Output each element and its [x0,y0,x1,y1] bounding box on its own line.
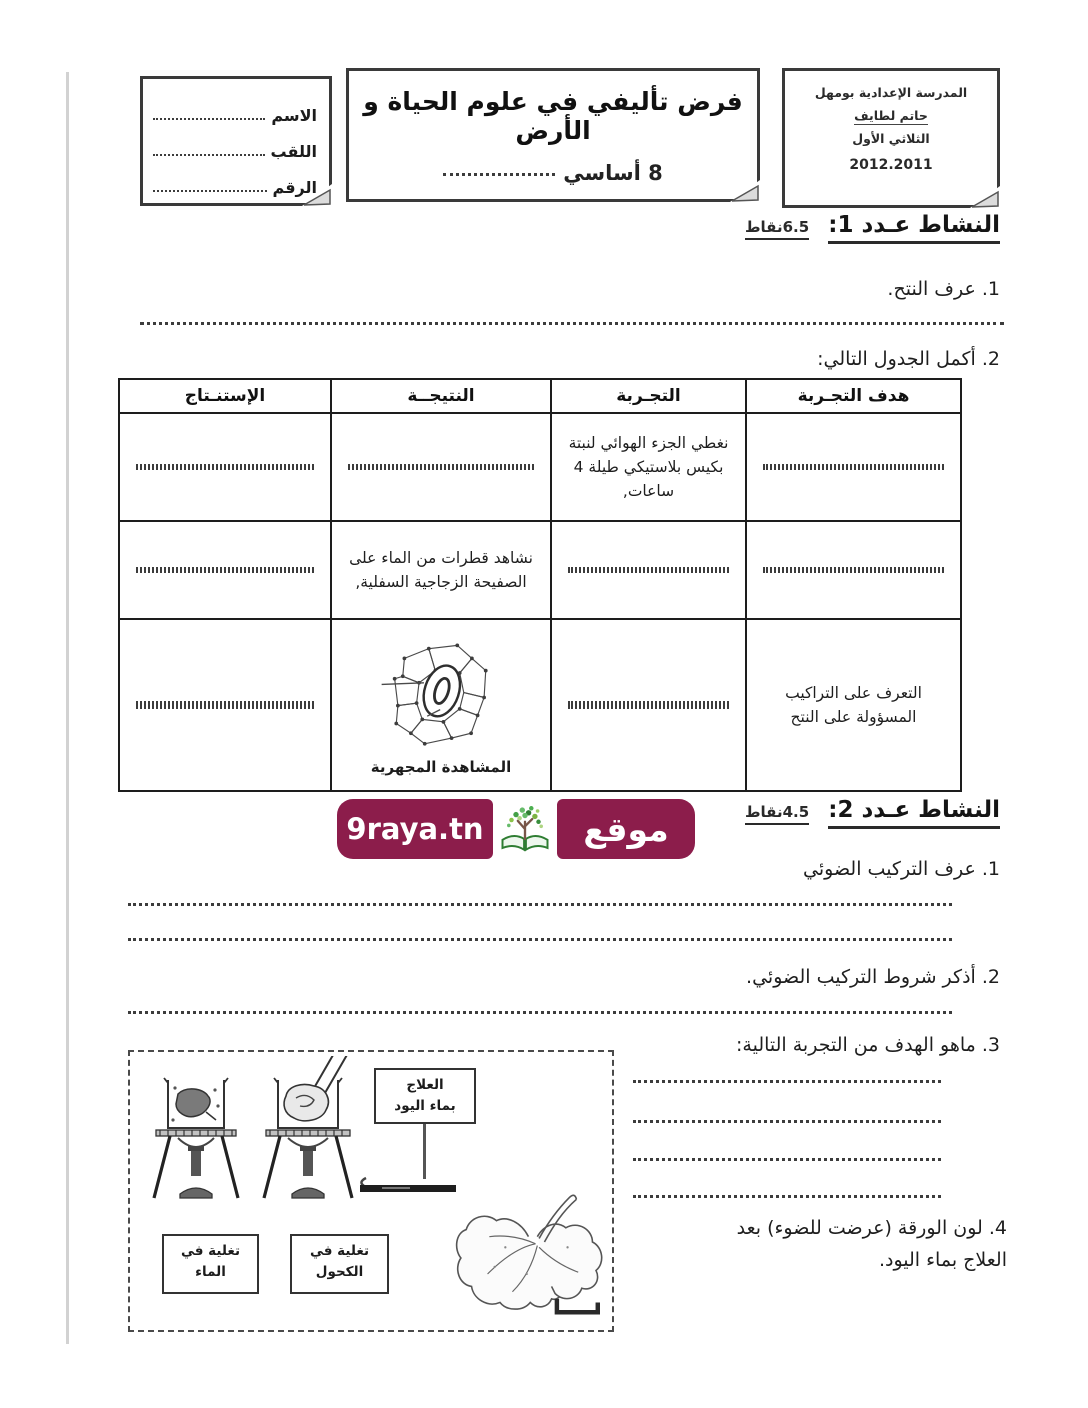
name-row [153,89,317,125]
cell-row1-result [331,413,551,521]
iodine-dish-icon [352,1174,462,1194]
answer-line [633,1195,941,1198]
cell-row2-goal [746,521,961,619]
number-row [153,161,317,197]
activity1-title: النشاط عـدد 1: [828,212,1000,244]
column-header-result: النتيجــة [331,379,551,413]
activity2-question2: 2. أذكر شروط التركيب الضوئي. [746,966,1000,988]
name-label: الاسم [271,106,317,125]
school-info-box [782,68,1000,208]
cell-row2-experiment [551,521,746,619]
blank-dotted-line [153,118,265,120]
leaf-drawing-icon [452,1178,612,1330]
activity2-title: النشاط عـدد 2: [828,797,1000,829]
experiments-table [118,378,962,792]
iodine-treatment-label-box [374,1068,476,1124]
table-row [119,413,961,521]
surname-row [153,125,317,161]
cell-row3-goal [746,619,961,791]
stoma-microscope-drawing-icon [380,634,502,756]
answer-line [128,938,952,941]
cell-row1-goal [746,413,961,521]
question4-line2: العلاج بماء اليود. [878,1249,1007,1272]
column-header-goal: هدف التجـربة [746,379,961,413]
alcohol-label-line2: الكحول [315,1263,364,1280]
alcohol-label-line1: تغلية في [309,1243,370,1259]
school-name: المدرسة الإعدادية بومهل [814,85,968,100]
level-text: 8 أساسي [563,161,663,185]
activity2-question4 [707,1212,1007,1277]
page-fold-icon [302,184,332,206]
stoma-caption: المشاهدة المجهرية [370,758,512,776]
exam-title-box [346,68,760,202]
table-row [119,619,961,791]
answer-line [140,322,1004,325]
row2-result-text: نشاهد قطرات من الماء على الصفيحة الزجاجية السفلية, [349,548,533,591]
exam-level [349,161,757,185]
column-header-experiment: التجـربة [551,379,746,413]
label-stand-line [423,1124,426,1179]
row3-goal-text: التعرف على التراكيب المسؤولة على النتح [785,683,922,726]
activity1-question2: 2. أكمل الجدول التالي: [817,348,1000,370]
answer-line [128,903,952,906]
teacher-name [785,104,997,127]
iodine-label-line1: العلاج [406,1077,444,1093]
term-label: الثلاثي الأول [852,131,930,147]
logo-site-name: 9raya.tn [337,799,493,859]
activity2-question1: 1. عرف التركيب الضوئي [803,858,1000,880]
iodine-label-line2: بماء اليود [394,1097,456,1114]
cell-row1-experiment [551,413,746,521]
cell-row3-conclusion [119,619,331,791]
site-watermark-logo [337,799,695,859]
boiling-in-alcohol-label-box [290,1234,389,1294]
activity1-points: 6.5نقاط [745,218,809,240]
answer-line [633,1080,941,1083]
water-label-line2: الماء [195,1263,226,1280]
row1-experiment-text: نغطي الجزء الهوائي لنبتة بكيس بلاستيكي طيلة 4 ساعات, [568,433,729,500]
cell-row1-conclusion [119,413,331,521]
activity2-heading [745,797,1000,823]
scan-artifact-line [66,72,69,1344]
teacher-name-text: حاتم لطايف [854,108,928,124]
table-header-row [119,379,961,413]
page-fold-icon [730,180,760,202]
activity2-question3: 3. ماهو الهدف من التجربة التالية: [736,1034,1000,1056]
cell-row3-experiment [551,619,746,791]
cell-row3-result [331,619,551,791]
school-year: 2012.2011 [849,157,933,174]
water-label-line1: تغلية في [180,1243,241,1259]
student-info-box [140,76,332,206]
boiling-in-alcohol-setup-icon [252,1056,358,1202]
boiling-in-water-label-box [162,1234,259,1294]
experiment-figure-box [128,1050,614,1332]
cell-row2-conclusion [119,521,331,619]
answer-line [128,1011,952,1014]
table-row [119,521,961,619]
logo-tree-book-icon [493,799,557,859]
answer-line [633,1158,941,1161]
cell-row2-result [331,521,551,619]
activity1-heading [745,212,1000,238]
number-label: الرقم [272,178,317,197]
surname-label: اللقب [270,142,317,161]
activity2-points: 4.5نقاط [745,803,809,825]
question4-line1: 4. لون الورقة (عرضت للضوء) بعد [736,1217,1007,1239]
exam-title: فرض تأليفي في علوم الحياة و الأرض [363,87,743,145]
blank-dotted-line [153,190,267,192]
logo-word: موقع [557,799,695,859]
blank-dotted-line [153,154,265,156]
boiling-in-water-setup-icon [148,1076,244,1202]
answer-line [633,1120,941,1123]
activity1-question1: 1. عرف النتح. [887,278,1000,300]
blank-dotted-line [443,173,555,176]
page-fold-icon [970,186,1000,208]
column-header-conclusion: الإستنـتاج [119,379,331,413]
